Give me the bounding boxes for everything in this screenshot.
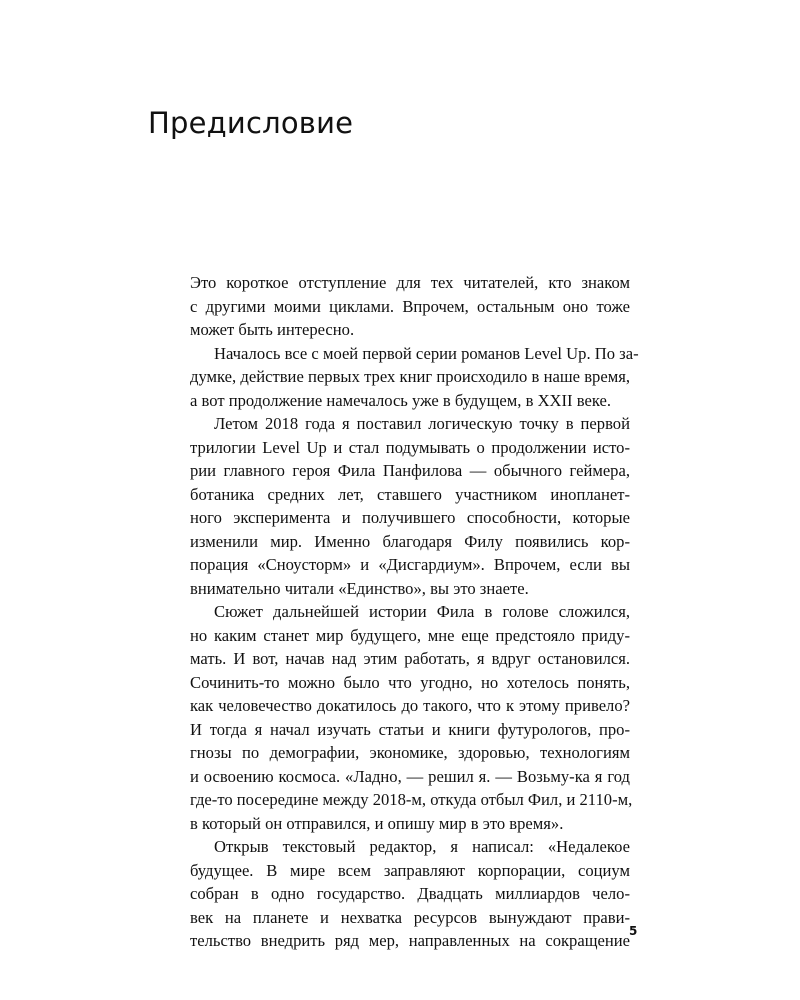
text-line: ного эксперимента и получившего способности, которые <box>190 508 630 527</box>
text-line: Это короткое отступление для тех читателей, кто знаком <box>190 273 630 292</box>
text-line: Открыв текстовый редактор, я написал: «Недалекое <box>214 837 630 856</box>
text-line: будущее. В мире всем заправляют корпорации, социум <box>190 860 630 880</box>
text-line: может быть интересно. <box>190 320 355 339</box>
text-line: тельство внедрить ряд мер, направленных на сокращение <box>190 931 630 950</box>
chapter-title: Предисловие <box>148 106 354 140</box>
text-line: Сочинить-то можно было что угодно, но хотелось понять, <box>190 672 630 692</box>
page-number: 5 <box>629 924 638 938</box>
text-line: Летом 2018 года я поставил логическую точку в первой <box>214 414 630 433</box>
text-line: с другими моими циклами. Впрочем, остальным оно тоже <box>190 296 630 316</box>
text-line: думке, действие первых трех книг происходило в наше время, <box>190 367 630 386</box>
text-line: трилогии Level Up и стал подумывать о продолжении исто- <box>190 437 630 457</box>
text-line: и освоению космоса. «Ладно, — решил я. — Возьму-ка я год <box>190 766 630 786</box>
text-line: мать. И вот, начав над этим работать, я вдруг остановился. <box>190 649 630 668</box>
text-line: как человечество докатилось до такого, что к этому привело? <box>190 696 630 715</box>
text-line: а вот продолжение намечалось уже в будущем, в XXII веке. <box>190 390 612 410</box>
text-line: где-то посередине между 2018-м, откуда отбыл Фил, и 2110-м, <box>190 790 633 809</box>
text-line: век на планете и нехватка ресурсов вынуждают прави- <box>190 907 630 927</box>
text-line: внимательно читали «Единство», вы это знаете. <box>190 578 529 598</box>
text-line: Началось все с моей первой серии романов Level Up. По за- <box>214 343 639 363</box>
text-line: Сюжет дальнейшей истории Фила в голове сложился, <box>214 602 630 621</box>
body-text <box>190 271 639 953</box>
text-line: но каким станет мир будущего, мне еще предстояло приду- <box>190 625 630 645</box>
text-line: изменили мир. Именно благодаря Филу появились кор- <box>190 531 630 551</box>
text-line: И тогда я начал изучать статьи и книги футурологов, про- <box>190 719 630 739</box>
text-line: собран в одно государство. Двадцать миллиардов чело- <box>190 884 630 903</box>
text-line: ботаника средних лет, ставшего участником инопланет- <box>190 484 630 504</box>
text-line: гнозы по демографии, экономике, здоровью, технологиям <box>190 743 630 762</box>
text-line: рии главного героя Фила Панфилова — обычного геймера, <box>190 461 630 480</box>
text-line: в который он отправился, и опишу мир в это время». <box>190 813 564 833</box>
text-line: порация «Сноусторм» и «Дисгардиум». Впрочем, если вы <box>190 555 630 574</box>
